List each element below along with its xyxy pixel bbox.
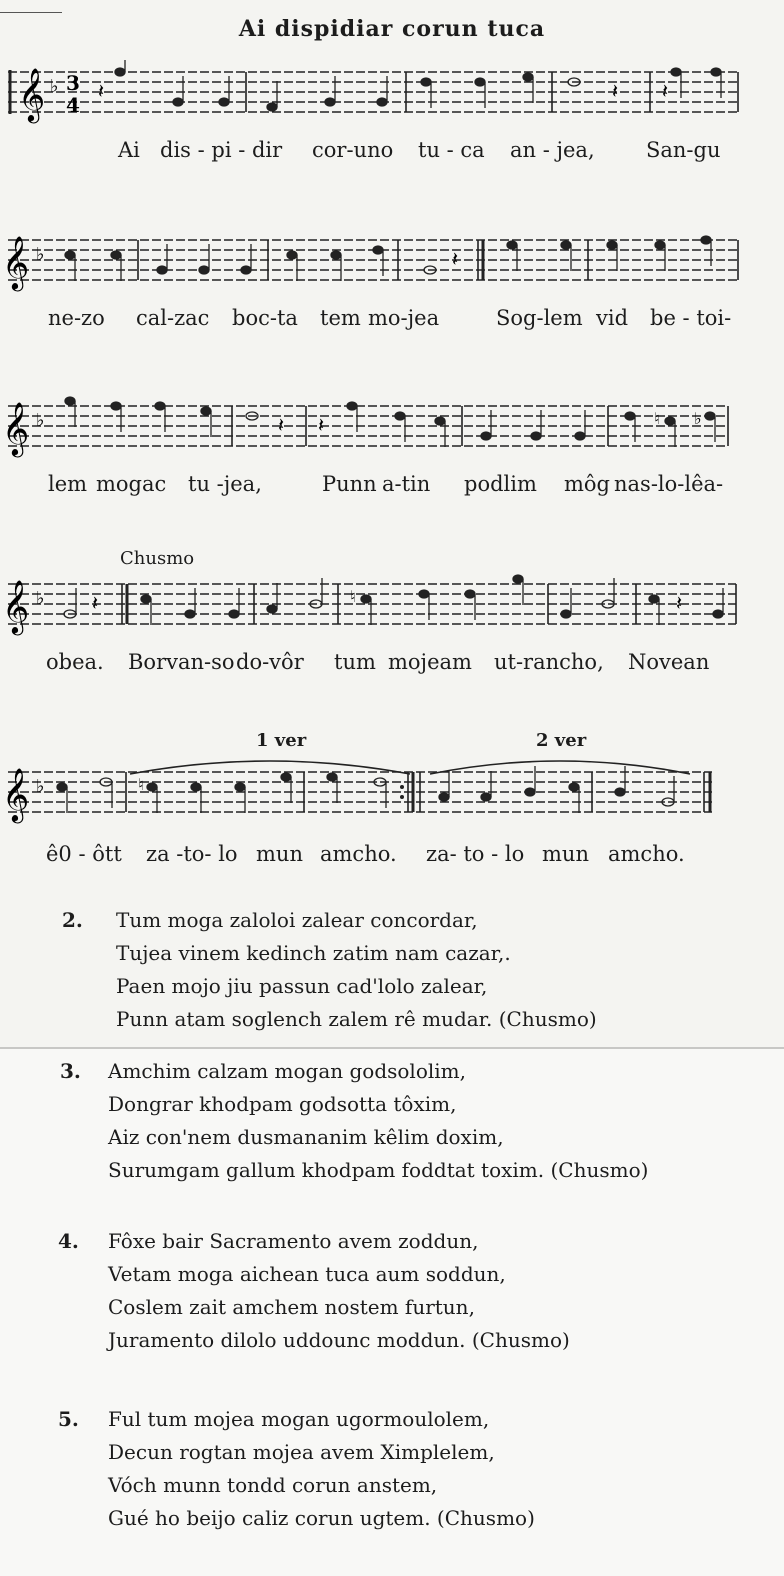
lyric-line-2: ne-zo cal-zac boc-ta tem mo-jea Sog-lem vid be - toi-: [48, 306, 732, 330]
corner-rule: [0, 12, 62, 13]
flat-icon: ♭: [694, 409, 702, 428]
treble-clef-icon: 𝄞: [2, 579, 30, 633]
staff-2: [0, 228, 784, 308]
rest-icon: 𝄽: [92, 591, 99, 615]
rest-icon: 𝄽: [278, 413, 285, 437]
rest-icon: 𝄽: [676, 591, 683, 615]
song-title: Ai dispidiar corun tuca: [238, 16, 546, 42]
time-sig-bottom: 4: [66, 93, 80, 117]
flat-icon: ♭: [50, 76, 59, 97]
lyric-line-3: lem mogac tu -jea, Punn a-tin podlim môg nas-lo-lêa-: [48, 472, 724, 496]
lyric-line-5: ê0 - ôtt za -to- lo mun amcho. za- to - lo mun amcho.: [46, 842, 685, 866]
treble-clef-icon: 𝄞: [2, 235, 30, 289]
treble-clef-icon: 𝄞: [2, 401, 30, 455]
rest-icon: 𝄽: [98, 79, 105, 103]
time-sig-top: 3: [66, 71, 80, 95]
rest-icon: 𝄽: [662, 79, 669, 103]
staff-1: [0, 60, 784, 140]
treble-clef-icon: 𝄞: [2, 767, 30, 821]
staff-5: [0, 738, 784, 838]
natural-icon: ♮: [350, 587, 356, 606]
rest-icon: 𝄽: [612, 79, 619, 103]
staff-3: [0, 394, 784, 474]
lyric-line-4: obea. Borvan-so do-vôr tum mojeam ut-rancho, Novean: [46, 650, 710, 674]
chorus-label: Chusmo: [120, 548, 195, 569]
natural-icon: ♮: [138, 775, 144, 794]
lyric-line-1: Ai dis - pi - dir cor-uno tu - ca an - jea, San-gu: [118, 138, 721, 162]
natural-icon: ♮: [654, 409, 660, 428]
volta-2-label: 2 ver: [536, 730, 587, 751]
rest-icon: 𝄽: [452, 247, 459, 271]
volta-1-label: 1 ver: [256, 730, 307, 751]
treble-clef-icon: 𝄞: [18, 67, 46, 121]
staff-4: [0, 572, 784, 652]
flat-icon: ♭: [36, 410, 45, 431]
rest-icon: 𝄽: [318, 413, 325, 437]
flat-icon: ♭: [36, 244, 45, 265]
flat-icon: ♭: [36, 776, 45, 797]
flat-icon: ♭: [36, 588, 45, 609]
